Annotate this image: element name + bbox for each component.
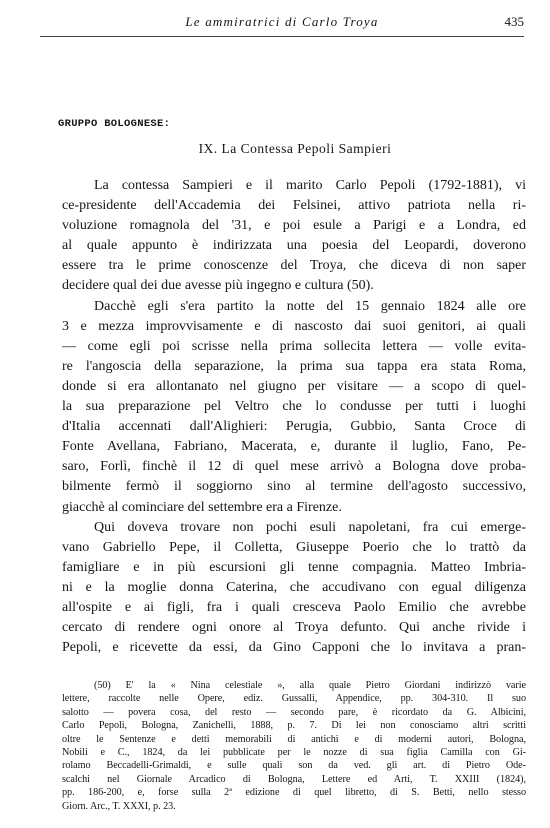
footnote-line: (50) E' la « Nina celestiale », alla quale Pietro Giordani indirizzò varie: [94, 680, 526, 691]
text-line: la sua preparazione pel Veltro che lo condusse per tutti i luoghi: [62, 399, 526, 415]
text-line: ni e la moglie donna Caterina, che accudivano con egual diligenza: [62, 579, 526, 595]
text-line: d'Italia accennati dall'Alighieri: Perugia, Gubbio, Santa Croce di: [62, 419, 526, 435]
footnote-line: rolamo Beccadelli-Grimaldi, e sulle quali son da ved. gli art. di Pietro Ode-: [62, 760, 526, 772]
body-text: [62, 176, 526, 658]
footnote-line: oltre le Sentenze e detti memorabili di antichi e di moderni autori, Bologna,: [62, 733, 526, 745]
text-line: Fonte Avellana, Fabriano, Macerata, e, durante il luglio, Fano, Pe-: [62, 439, 526, 455]
text-line: La contessa Sampieri e il marito Carlo Pepoli (1792-1881), vi: [94, 178, 526, 193]
header-rule: [40, 36, 524, 37]
paragraph-2: [62, 297, 526, 518]
text-line: giacchè al cominciare del settembre era a Firenze.: [62, 499, 342, 515]
text-line: bilmente fermò il soggiorno sino al termine dell'agosto successivo,: [62, 479, 526, 495]
paragraph-3: [62, 518, 526, 659]
footnote-line: pp. 186-200, e, forse sulla 2ª edizione di quel libretto, di S. Betti, nello stesso: [62, 787, 526, 799]
text-line: voluzione romagnola del '31, e poi esule a Parigi e a Londra, ed: [62, 218, 526, 234]
text-line: saro, Forlì, finchè il 12 di quel mese arrivò a Bologna dove proba-: [62, 459, 526, 475]
text-line: 3 e mezza improvvisamente e di nascosto dai suoi genitori, ai quali: [62, 318, 526, 334]
footnote-line: scalchi nel Giornale Arcadico di Bologna, Lettere ed Arti, T. XXIII (1824),: [62, 773, 526, 785]
chapter-title: IX. La Contessa Pepoli Sampieri: [198, 141, 392, 156]
text-line: vano Gabriello Pepe, il Colletta, Giuseppe Poerio che lo trattò da: [62, 539, 526, 555]
footnote-line: Nobili e C., 1824, da lei pubblicate per le nozze di sua figlia Camilla con Gi-: [62, 747, 526, 759]
paragraph-1: [62, 176, 526, 297]
text-line: Pepoli, e ricevette da essi, da Gino Capponi che lo invitava a pran-: [62, 640, 526, 656]
text-line: Qui doveva trovare non pochi esuli napoletani, fra cui emerge-: [94, 519, 526, 535]
running-title: Le ammiratrici di Carlo Troya: [185, 14, 379, 29]
text-line: essere tra le prime conoscenze del Troya, che diceva di non saper: [62, 258, 526, 274]
text-line: decidere qual dei due avesse più ingegno e cultura (50).: [62, 278, 374, 294]
text-line: famigliare e in più escursioni gli tenne compagnia. Matteo Imbria-: [62, 559, 526, 575]
footnotes: [62, 679, 526, 813]
text-line: cercato di rendere ogni onore al Troya defunto. Qui anche rivide i: [62, 620, 526, 636]
text-line: ce-presidente dell'Accademia dei Felsinei, attivo patriota nella ri-: [62, 198, 526, 214]
page-header: [40, 14, 524, 34]
text-line: al quale appunto è indirizzata una poesia del Leopardi, doverono: [62, 238, 526, 254]
text-line: Dacchè egli s'era partito la notte del 15 gennaio 1824 alle ore: [94, 298, 526, 314]
text-line: re l'angoscia della separazione, la prima sua tappa era stata Roma,: [62, 358, 526, 374]
text-line: donde si era allontanato nel giugno per visitare — a scopo di quel-: [62, 378, 526, 394]
text-line: — come egli poi scrisse nella prima sollecita lettera — volle evita-: [62, 338, 526, 354]
text-line: all'ospite e ai figli, fra i quali cresceva Paolo Emilio che avrebbe: [62, 599, 526, 615]
footnote-line: lettere, raccolte nelle Opere, ediz. Gussalli, Appendice, pp. 304-310. Il suo: [62, 693, 526, 705]
footnote-line: Giorn. Arc., T. XXXI, p. 23.: [62, 800, 176, 812]
page-number: 435: [504, 14, 524, 29]
footnote-line: salotto — povera cosa, del resto — secondo pare, è ricordato da G. Albicini,: [62, 706, 526, 718]
footnote-line: Carlo Pepoli, Bologna, Zanichelli, 1888, p. 7. Di lei non conosciamo altri scritti: [62, 720, 526, 732]
section-label: GRUPPO BOLOGNESE:: [58, 118, 171, 130]
